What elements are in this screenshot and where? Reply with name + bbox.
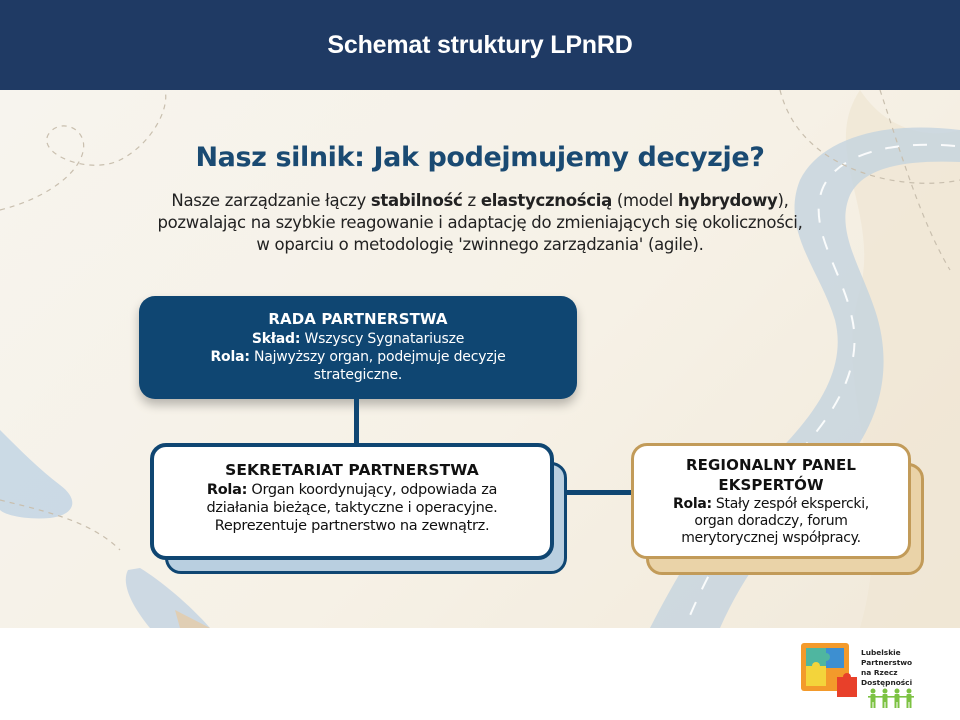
subtitle <box>90 190 870 256</box>
logo-line: Lubelskie <box>861 648 901 657</box>
structure-infographic <box>0 90 960 628</box>
subtitle-text: z <box>462 191 481 210</box>
value: Wszyscy Sygnatariusze <box>300 331 465 347</box>
box-line: działania bieżące, taktyczne i operacyjne. <box>206 500 498 516</box>
subtitle-text: Nasze zarządzanie łączy <box>171 191 371 210</box>
connector-line-vertical <box>354 399 359 445</box>
box-title: EKSPERTÓW <box>718 476 824 494</box>
box-line: merytorycznej współpracy. <box>681 530 861 546</box>
logo-text <box>861 648 921 688</box>
subtitle-bold-flexibility: elastycznością <box>480 191 612 210</box>
box-line: organ doradczy, forum <box>694 513 848 529</box>
subtitle-line-2: pozwalając na szybkie reagowanie i adaptację do zmieniających się okoliczności, <box>157 213 803 232</box>
main-heading: Nasz silnik: Jak podejmujemy decyzje? <box>195 142 765 173</box>
subtitle-bold-hybrid: hybrydowy <box>677 191 778 210</box>
box-rola <box>154 481 550 499</box>
label: Rola: <box>673 496 712 512</box>
logo-line: Dostępności <box>861 678 913 687</box>
box-rola <box>139 348 577 384</box>
box-regionalny-panel-ekspertow <box>631 443 911 559</box>
label: Rola: <box>206 482 248 498</box>
subtitle-text: (model <box>611 191 678 210</box>
box-title: RADA PARTNERSTWA <box>268 310 448 328</box>
logo-line: na Rzecz <box>861 668 898 677</box>
subtitle-line-3: w oparciu o metodologię 'zwinnego zarządzania' (agile). <box>256 235 704 254</box>
box-rada-partnerstwa <box>139 296 577 399</box>
value: Najwyższy organ, podejmuje decyzje strategiczne. <box>249 349 506 383</box>
logo-line: Partnerstwo <box>861 658 913 667</box>
box-title: SEKRETARIAT PARTNERSTWA <box>225 461 479 479</box>
subtitle-line-1 <box>90 190 870 212</box>
puzzle-icon <box>801 643 861 701</box>
subtitle-bold-stability: stabilność <box>370 191 463 210</box>
box-rola <box>634 496 908 513</box>
lpnrd-logo <box>801 643 921 707</box>
label: Skład: <box>251 331 301 347</box>
people-icon <box>868 688 914 708</box>
slide-title: Schemat struktury LPnRD <box>327 30 633 59</box>
slide-header <box>0 0 960 90</box>
subtitle-text: ), <box>777 191 789 210</box>
box-line: Reprezentuje partnerstwo na zewnątrz. <box>214 518 490 534</box>
value: Stały zespół ekspercki, <box>711 496 869 512</box>
connector-line-horizontal <box>567 490 634 495</box>
label: Rola: <box>210 349 250 365</box>
box-title: REGIONALNY PANEL <box>686 456 856 474</box>
box-sklad <box>139 330 577 348</box>
box-sekretariat-partnerstwa <box>150 443 554 560</box>
value: Organ koordynujący, odpowiada za <box>247 482 498 498</box>
